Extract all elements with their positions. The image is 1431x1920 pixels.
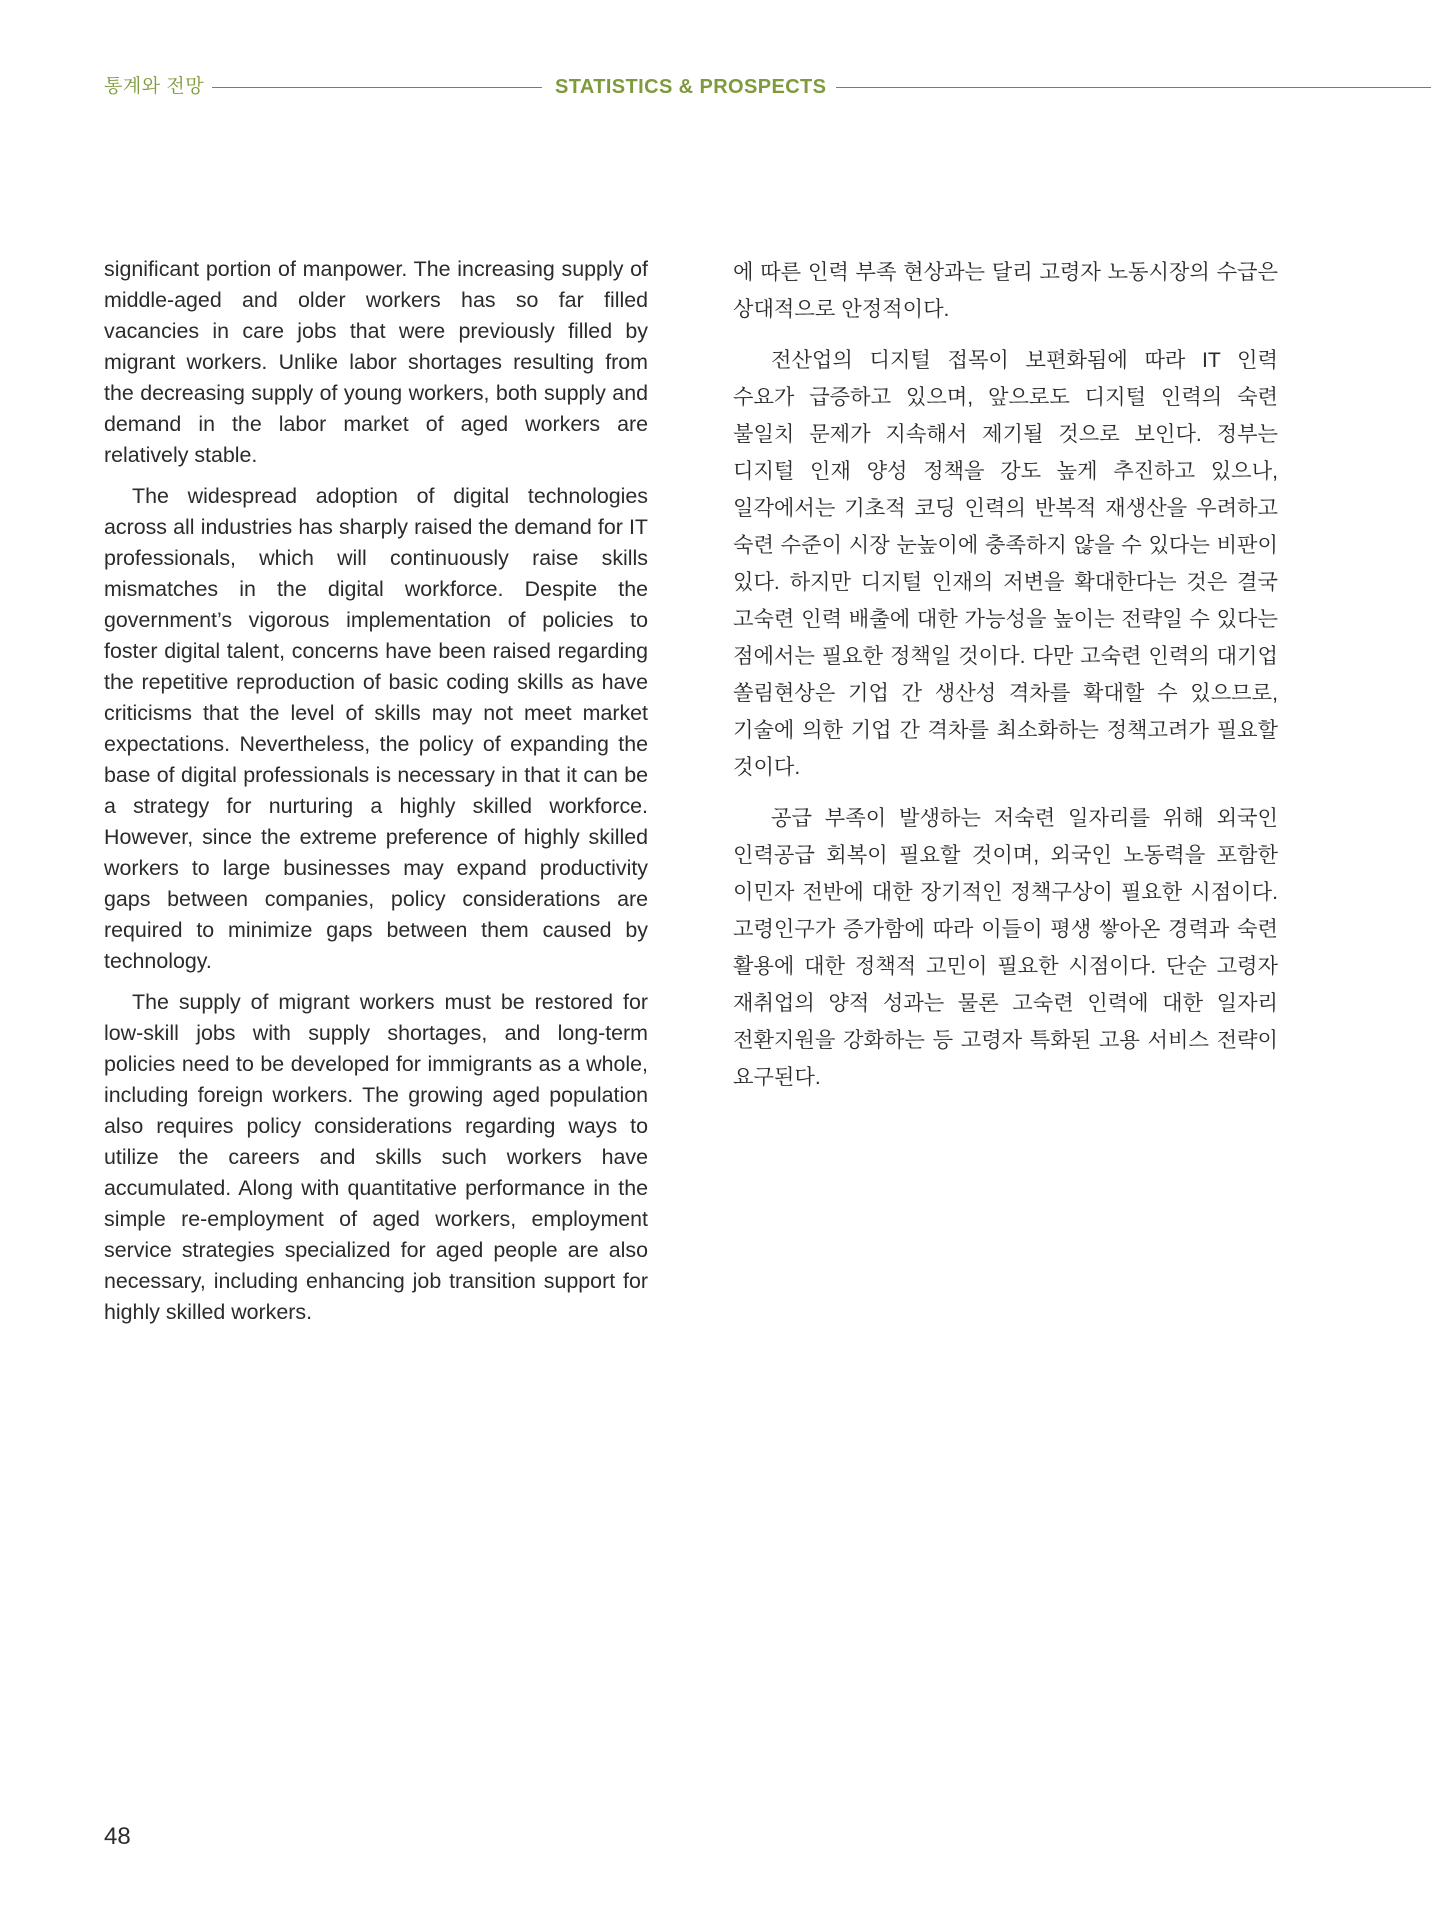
korean-column — [733, 254, 1278, 1110]
running-header — [0, 72, 1431, 102]
header-rule-right — [836, 87, 1431, 88]
header-section-en: STATISTICS & PROSPECTS — [555, 76, 827, 98]
english-column — [104, 254, 648, 1338]
korean-paragraph-3: 공급 부족이 발생하는 저숙련 일자리를 위해 외국인 인력공급 회복이 필요할 것이며, 외국인 노동력을 포함한 이민자 전반에 대한 장기적인 정책구상이 필요한 시점이다. 고령인구가 증가함에 따라 이들이 평생 쌓아온 경력과 숙련 활용에 대한 정책적 고민이 필요한 시점이다. 단순 고령자 재취업의 양적 성과는 물론 고숙련 인력에 대한 일자리 전환지원을 강화하는 등 고령자 특화된 고용 서비스 전략이 요구된다. — [733, 807, 1278, 1089]
korean-paragraph-2: 전산업의 디지털 접목이 보편화됨에 따라 IT 인력 수요가 급증하고 있으며, 앞으로도 디지털 인력의 숙련 불일치 문제가 지속해서 제기될 것으로 보인다. 정부는 디지털 인재 양성 정책을 강도 높게 추진하고 있으나, 일각에서는 기초적 코딩 인력의 반복적 재생산을 우려하고 숙련 수준이 시장 눈높이에 충족하지 않을 수 있다는 비판이 있다. 하지만 디지털 인재의 저변을 확대한다는 것은 결국 고숙련 인력 배출에 대한 가능성을 높이는 전략일 수 있다는 점에서는 필요한 정책일 것이다. 다만 고숙련 인력의 대기업 쏠림현상은 기업 간 생산성 격차를 확대할 수 있으므로, 기술에 의한 기업 간 격차를 최소화하는 정책고려가 필요할 것이다. — [733, 349, 1278, 779]
header-section-ko: 통계와 전망 — [104, 76, 205, 97]
page-number: 48 — [104, 1823, 131, 1850]
english-paragraph-2: The widespread adoption of digital technologies across all industries has sharply raised the demand for IT professionals, which will continuously raise skills mismatches in the digital workforce. Despite the government’s vigorous implementation of policies to foster digital talent, concerns have been raised regarding the repetitive reproduction of basic coding skills as have criticisms that the level of skills may not meet market expectations. Nevertheless, the policy of expanding the base of digital professionals is necessary in that it can be a strategy for nurturing a highly skilled workforce. However, since the extreme preference of highly skilled workers to large businesses may expand productivity gaps between companies, policy considerations are required to minimize gaps between them caused by technology. — [104, 484, 648, 973]
korean-paragraph-1: 에 따른 인력 부족 현상과는 달리 고령자 노동시장의 수급은 상대적으로 안정적이다. — [733, 261, 1278, 321]
english-paragraph-3: The supply of migrant workers must be restored for low-skill jobs with supply shortages, and long-term policies need to be developed for immigrants as a whole, including foreign workers. The growing aged population also requires policy considerations regarding ways to utilize the careers and skills such workers have accumulated. Along with quantitative performance in the simple re-employment of aged workers, employment service strategies specialized for aged people are also necessary, including enhancing job transition support for highly skilled workers. — [104, 990, 648, 1324]
header-rule-left — [212, 87, 542, 88]
english-paragraph-1: significant portion of manpower. The increasing supply of middle-aged and older workers has so far filled vacancies in care jobs that were previously filled by migrant workers. Unlike labor shortages resulting from the decreasing supply of young workers, both supply and demand in the labor market of aged workers are relatively stable. — [104, 257, 648, 467]
